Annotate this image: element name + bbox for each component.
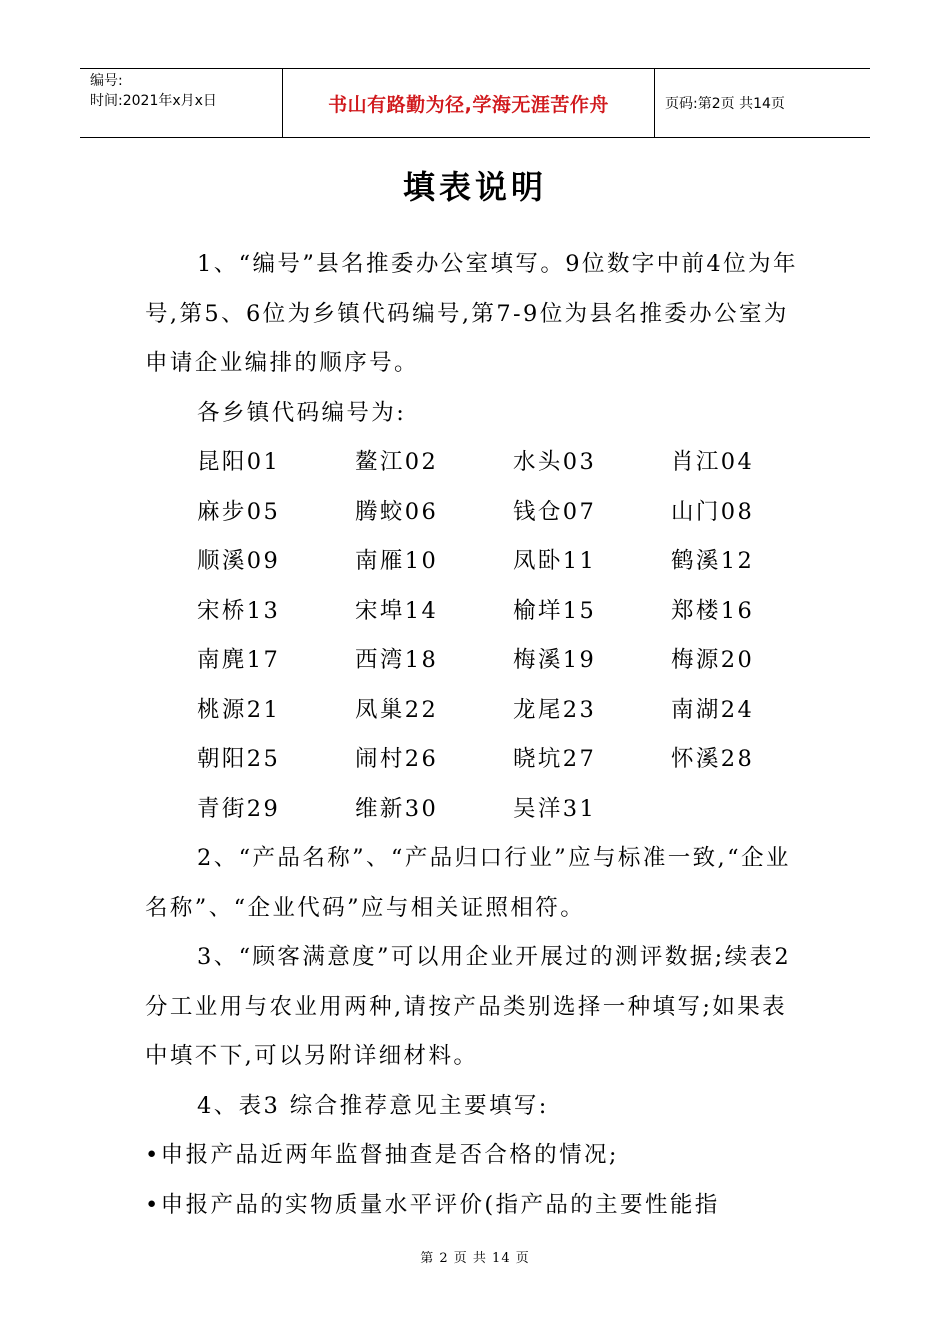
- town-code-item: 朝阳25: [197, 746, 281, 772]
- town-code-item: 南雁10: [355, 548, 439, 574]
- town-code-grid: [145, 438, 810, 834]
- town-code-item: 肖江04: [671, 449, 755, 475]
- town-code-item: 凤巢22: [355, 696, 439, 723]
- town-code-item: 晓坑27: [513, 746, 597, 772]
- time-label: 时间:2021年x月x日: [90, 93, 217, 109]
- town-code-item: 顺溪09: [197, 548, 281, 574]
- town-code-item: 昆阳01: [197, 449, 281, 475]
- town-code-item: 山门08: [671, 498, 755, 525]
- bullet-item-1: [145, 1131, 810, 1181]
- town-code-item: 梅溪19: [513, 647, 597, 673]
- town-code-item: 宋埠14: [355, 597, 439, 624]
- town-code-item: 南麂17: [197, 647, 281, 673]
- paragraph-1: 1、“编号”县名推委办公室填写。9位数字中前4位为年号,第5、6位为乡镇代码编号,第7-9位为县名推委办公室为申请企业编排的顺序号。: [145, 251, 798, 376]
- town-code-item: 腾蛟06: [355, 498, 439, 525]
- document-body: [145, 240, 810, 1230]
- page-code: 页码:第2页 共14页: [665, 96, 785, 112]
- town-code-item: 南湖24: [671, 696, 755, 723]
- town-code-item: 宋桥13: [197, 597, 281, 624]
- town-code-item: 维新30: [355, 795, 439, 822]
- bullet-text-1: 申报产品近两年监督抽查是否合格的情况;: [160, 1142, 619, 1168]
- town-code-item: 桃源21: [197, 696, 281, 723]
- header-page-cell: [655, 69, 870, 137]
- bullet-item-2: [145, 1181, 810, 1231]
- town-code-item: 钱仓07: [513, 498, 597, 525]
- paragraph-2: 2、“产品名称”、“产品归口行业”应与标准一致,“企业名称”、“企业代码”应与相关证照相符。: [145, 845, 791, 921]
- paragraph-1b: 各乡镇代码编号为:: [197, 399, 407, 426]
- motto-text: 书山有路勤为径,学海无涯苦作舟: [328, 93, 609, 116]
- header-motto-cell: [283, 69, 655, 137]
- town-code-item: 郑楼16: [671, 597, 755, 624]
- town-code-item: 西湾18: [355, 647, 439, 673]
- page-title: 填表说明: [402, 168, 547, 206]
- number-label: 编号:: [90, 73, 123, 89]
- town-code-item: 榆垟15: [513, 597, 597, 624]
- town-code-item: 怀溪28: [671, 746, 755, 772]
- town-code-item: 青街29: [197, 795, 281, 822]
- paragraph-3: 3、“顾客满意度”可以用企业开展过的测评数据;续表2分工业用与农业用两种,请按产品类别选择一种填写;如果表中填不下,可以另附详细材料。: [145, 944, 792, 1069]
- paragraph-4: 4、表3 综合推荐意见主要填写:: [197, 1092, 549, 1119]
- town-code-item: 鳌江02: [355, 449, 439, 475]
- header-table: [80, 68, 870, 138]
- town-code-item: 水头03: [513, 449, 597, 475]
- town-code-item: 闹村26: [355, 746, 439, 772]
- town-code-item: 鹤溪12: [671, 548, 755, 574]
- town-code-item: 梅源20: [671, 647, 755, 673]
- town-code-item: 麻步05: [197, 498, 281, 525]
- town-code-item: 凤卧11: [513, 548, 597, 574]
- town-code-item: 吴洋31: [513, 795, 597, 822]
- bullet-text-2: 申报产品的实物质量水平评价(指产品的主要性能指: [160, 1191, 720, 1218]
- town-code-item: 龙尾23: [513, 696, 597, 723]
- header-info-cell: [80, 69, 283, 137]
- page-footer: 第 2 页 共 14 页: [420, 1251, 530, 1266]
